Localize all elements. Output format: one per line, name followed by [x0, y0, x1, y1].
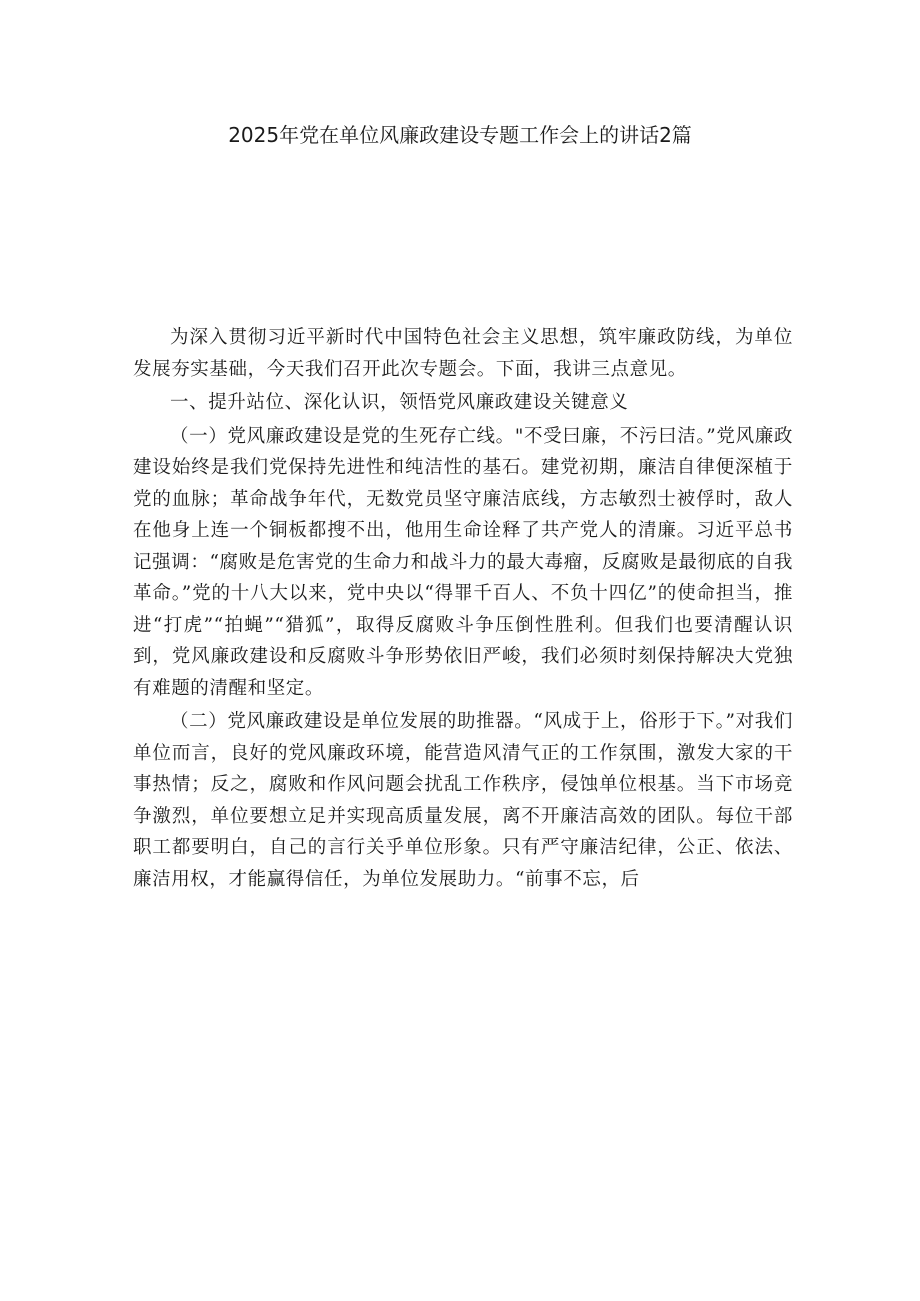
section-heading-1: 一、提升站位、深化认识，领悟党风廉政建设关键意义 [170, 392, 629, 413]
subsection-paragraph-2: （二）党风廉政建设是单位发展的助推器。“风成于上，俗形于下。”对我们单位而言，良好的党风廉政环境，能营造风清气正的工作氛围，激发大家的干事热情；反之，腐败和作风问题会扰乱工作秩序，侵蚀单位根基。当下市场竞争激烈，单位要想立足并实现高质量发展，离不开廉洁高效的团队。每位干部职工都要明白，自己的言行关乎单位形象。只有严守廉洁纪律，公正、依法、廉洁用权，才能赢得信任，为单位发展助力。“前事不忘，后 [133, 711, 793, 890]
document-title: 2025年党在单位风廉政建设专题工作会上的讲话2篇 [228, 123, 692, 147]
subsection-paragraph-1: （一）党风廉政建设是党的生死存亡线。"不受曰廉，不污曰洁。”党风廉政建设始终是我们党保持先进性和纯洁性的基石。建党初期，廉洁自律便深植于党的血脉；革命战争年代，无数党员坚守廉洁底线，方志敏烈士被俘时，敌人在他身上连一个铜板都搜不出，他用生命诠释了共产党人的清廉。习近平总书记强调：“腐败是危害党的生命力和战斗力的最大毒瘤，反腐败是最彻底的自我革命。”党的十八大以来，党中央以“得罪千百人、不负十四亿”的使命担当，推进“打虎”“拍蝇”“猎狐”，取得反腐败斗争压倒性胜利。但我们也要清醒认识到，党风廉政建设和反腐败斗争形势依旧严峻，我们必须时刻保持解决大党独有难题的清醒和坚定。 [133, 425, 793, 699]
intro-paragraph: 为深入贯彻习近平新时代中国特色社会主义思想，筑牢廉政防线，为单位发展夯实基础，今天我们召开此次专题会。下面，我讲三点意见。 [133, 327, 793, 380]
document-body [133, 322, 793, 895]
